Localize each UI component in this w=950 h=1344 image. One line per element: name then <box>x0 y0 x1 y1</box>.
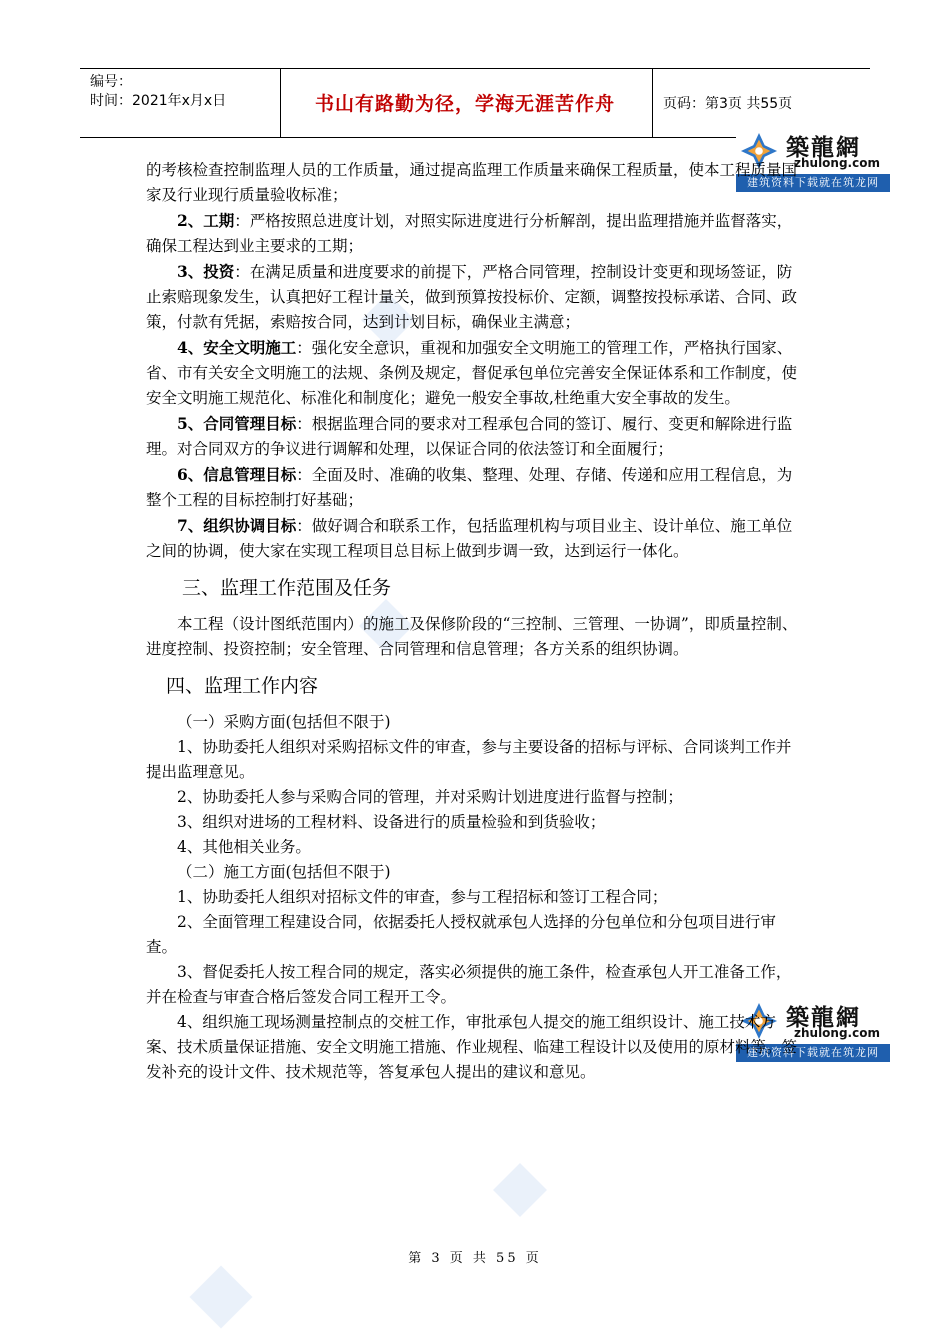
list-item: 2、协助委托人参与采购合同的管理，并对采购计划进度进行监督与控制； <box>177 788 683 806</box>
document-body <box>146 158 806 1085</box>
logo-slogan: 建筑资料下载就在筑龙网 <box>736 174 890 192</box>
logo-domain: zhulong.com <box>794 156 880 170</box>
goal-text: ：做好调合和联系工作，包括监理机构与项目业主、设计单位、施工单位之间的协调，使大家在实现工程项目总目标上做到步调一致，达到运行一体化。 <box>146 517 793 560</box>
section-heading: 三、监理工作范围及任务 <box>182 577 392 599</box>
list-item: 2、全面管理工程建设合同，依据委托人授权就承包人选择的分包单位和分包项目进行审查。 <box>146 913 776 956</box>
goal-label: 5、合同管理目标 <box>177 414 297 433</box>
header-meta <box>90 73 290 111</box>
goal-investment <box>146 259 806 335</box>
header-divider <box>652 69 653 137</box>
section-heading: 四、监理工作内容 <box>166 675 319 697</box>
list-item: 3、督促委托人按工程合同的规定，落实必须提供的施工条件，检查承包人开工准备工作，并在检查与审查合格后签发合同工程开工令。 <box>146 963 792 1006</box>
list-item: 4、其他相关业务。 <box>177 838 311 856</box>
page-footer: 第 3 页 共 55 页 <box>408 1251 542 1266</box>
logo-name: 築龍網 <box>786 1005 861 1031</box>
watermark-logo-icon <box>490 1160 550 1220</box>
goal-information <box>146 462 806 513</box>
logo-name: 築龍網 <box>786 135 861 161</box>
list-item: 3、组织对进场的工程材料、设备进行的质量检验和到货验收； <box>177 813 606 831</box>
date-label: 时间：2021年x月x日 <box>90 93 227 109</box>
paragraph: 的考核检查控制监理人员的工作质量，通过提高监理工作质量来确保工程质量，使本工程质量国家及行业现行质量验收标准； <box>146 161 798 204</box>
subsection-heading: （一）采购方面(包括但不限于) <box>177 713 391 731</box>
header-motto: 书山有路勤为径，学海无涯苦作舟 <box>314 93 615 115</box>
goal-label: 6、信息管理目标 <box>177 465 297 484</box>
watermark-logo-icon <box>186 1262 256 1332</box>
goal-label: 4、安全文明施工 <box>177 338 297 357</box>
list-item: 4、组织施工现场测量控制点的交桩工作，审批承包人提交的施工组织设计、施工技术方案、技术质量保证措施、安全文明施工措施、作业规程、临建工程设计以及使用的原材料等。签发补充的设计文件、技术规范等，答复承包人提出的建议和意见。 <box>146 1013 798 1081</box>
goal-label: 7、组织协调目标 <box>177 516 297 535</box>
goal-text: ：强化安全意识，重视和加强安全文明施工的管理工作，严格执行国家、省、市有关安全文明施工的法规、条例及规定，督促承包单位完善安全保证体系和工作制度，使安全文明施工规范化、标准化和制度化；避免一般安全事故,杜绝重大安全事故的发生。 <box>146 339 798 407</box>
goal-schedule <box>146 208 806 259</box>
goal-contract <box>146 411 806 462</box>
goal-coordination <box>146 513 806 564</box>
subsection-heading: （二）施工方面(包括但不限于) <box>177 863 391 881</box>
goal-label: 3、投资 <box>177 262 235 281</box>
list-item: 1、协助委托人组织对招标文件的审查，参与工程招标和签订工程合同； <box>177 888 668 906</box>
paragraph: 本工程（设计图纸范围内）的施工及保修阶段的“三控制、三管理、一协调”，即质量控制、进度控制、投资控制；安全管理、合同管理和信息管理；各方关系的组织协调。 <box>146 615 798 658</box>
header-page-info: 页码：第3页 共55页 <box>663 96 793 112</box>
serial-label: 编号： <box>90 74 132 90</box>
list-item: 1、协助委托人组织对采购招标文件的审查，参与主要设备的招标与评标、合同谈判工作并提出监理意见。 <box>146 738 792 781</box>
logo-domain: zhulong.com <box>794 1026 880 1040</box>
goal-text: ：根据监理合同的要求对工程承包合同的签订、履行、变更和解除进行监理。对合同双方的争议进行调解和处理，以保证合同的依法签订和全面履行； <box>146 415 793 458</box>
goal-text: ：严格按照总进度计划，对照实际进度进行分析解剖，提出监理措施并监督落实，确保工程达到业主要求的工期； <box>146 212 793 255</box>
logo-slogan: 建筑资料下载就在筑龙网 <box>736 1044 890 1062</box>
goal-text: ：在满足质量和进度要求的前提下，严格合同管理，控制设计变更和现场签证，防止索赔现象发生，认真把好工程计量关，做到预算按投标价、定额，调整按投标承诺、合同、政策，付款有凭据，索赔按合同，达到计划目标，确保业主满意； <box>146 263 798 331</box>
goal-safety <box>146 335 806 411</box>
goal-text: ：全面及时、准确的收集、整理、处理、存储、传递和应用工程信息，为整个工程的目标控制打好基础； <box>146 466 793 509</box>
page-header <box>80 68 870 138</box>
goal-label: 2、工期 <box>177 211 235 230</box>
